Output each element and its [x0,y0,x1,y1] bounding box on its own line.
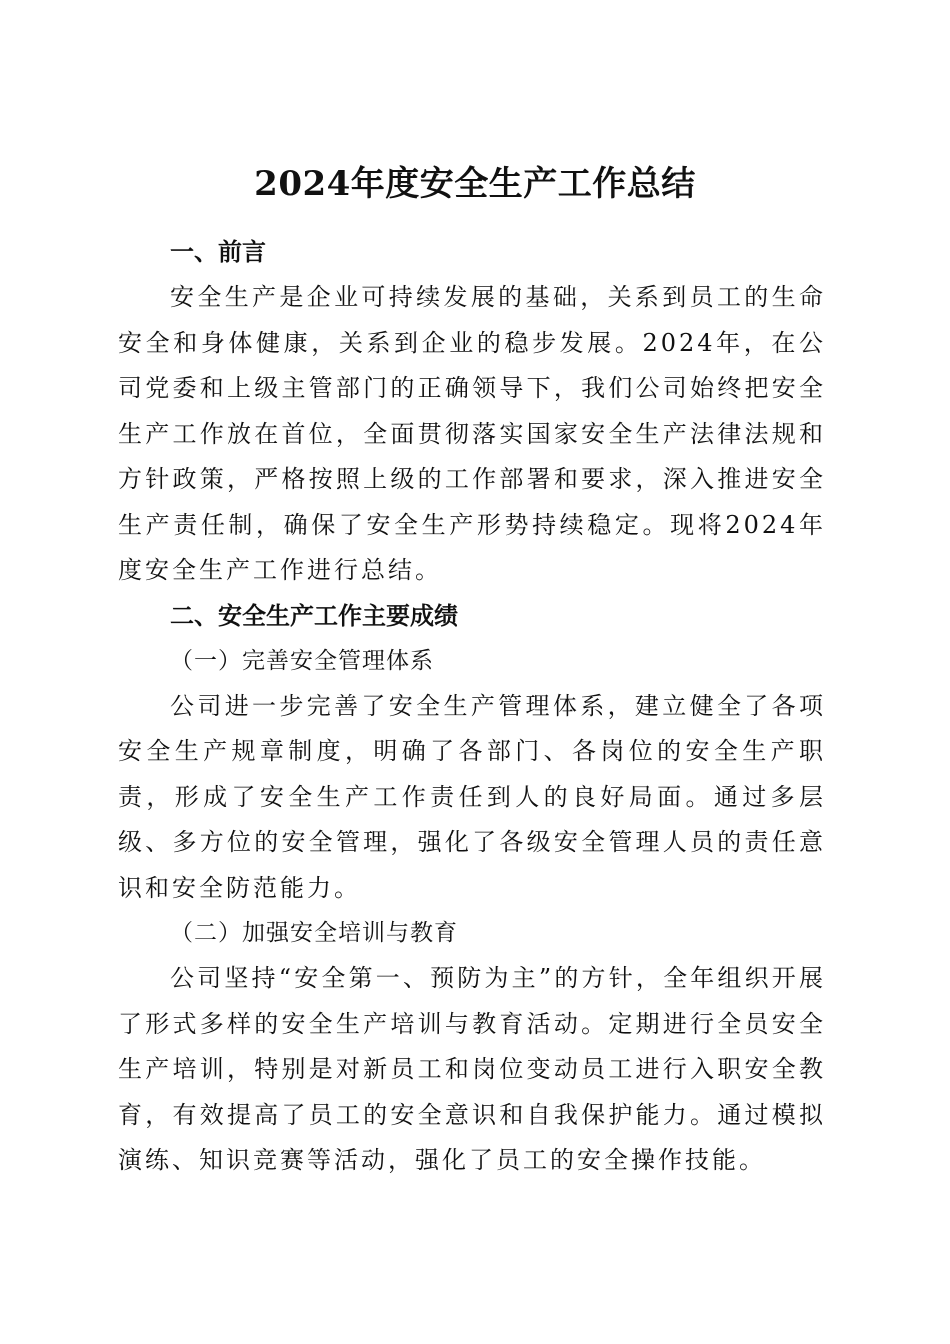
paragraph-management-system: 公司进一步完善了安全生产管理体系，建立健全了各项安全生产规章制度，明确了各部门、各岗位的安全生产职责，形成了安全生产工作责任到人的良好局面。通过多层级、多方位的安全管理，强化了各级安全管理人员的责任意识和安全防范能力。 [118,691,826,902]
subsection-heading-training: （二）加强安全培训与教育 [170,920,458,946]
subsection-heading-management-system: （一）完善安全管理体系 [170,647,434,674]
section-heading-preface: 一、前言 [170,238,266,266]
section-heading-achievements: 二、安全生产工作主要成绩 [170,601,458,630]
paragraph-preface: 安全生产是企业可持续发展的基础，关系到员工的生命安全和身体健康，关系到企业的稳步发展。2024年，在公司党委和上级主管部门的正确领导下，我们公司始终把安全生产工作放在首位，全面贯彻落实国家安全生产法律法规和方针政策，严格按照上级的工作部署和要求，深入推进安全生产责任制，确保了安全生产形势持续稳定。现将2024年度安全生产工作进行总结。 [118,283,826,584]
paragraph-training: 公司坚持“安全第一、预防为主”的方针，全年组织开展了形式多样的安全生产培训与教育活动。定期进行全员安全生产培训，特别是对新员工和岗位变动员工进行入职安全教育，有效提高了员工的安全意识和自我保护能力。通过模拟演练、知识竞赛等活动，强化了员工的安全操作技能。 [118,964,826,1174]
document-body [118,230,826,1184]
document-title: 2024年度安全生产工作总结 [254,163,696,204]
